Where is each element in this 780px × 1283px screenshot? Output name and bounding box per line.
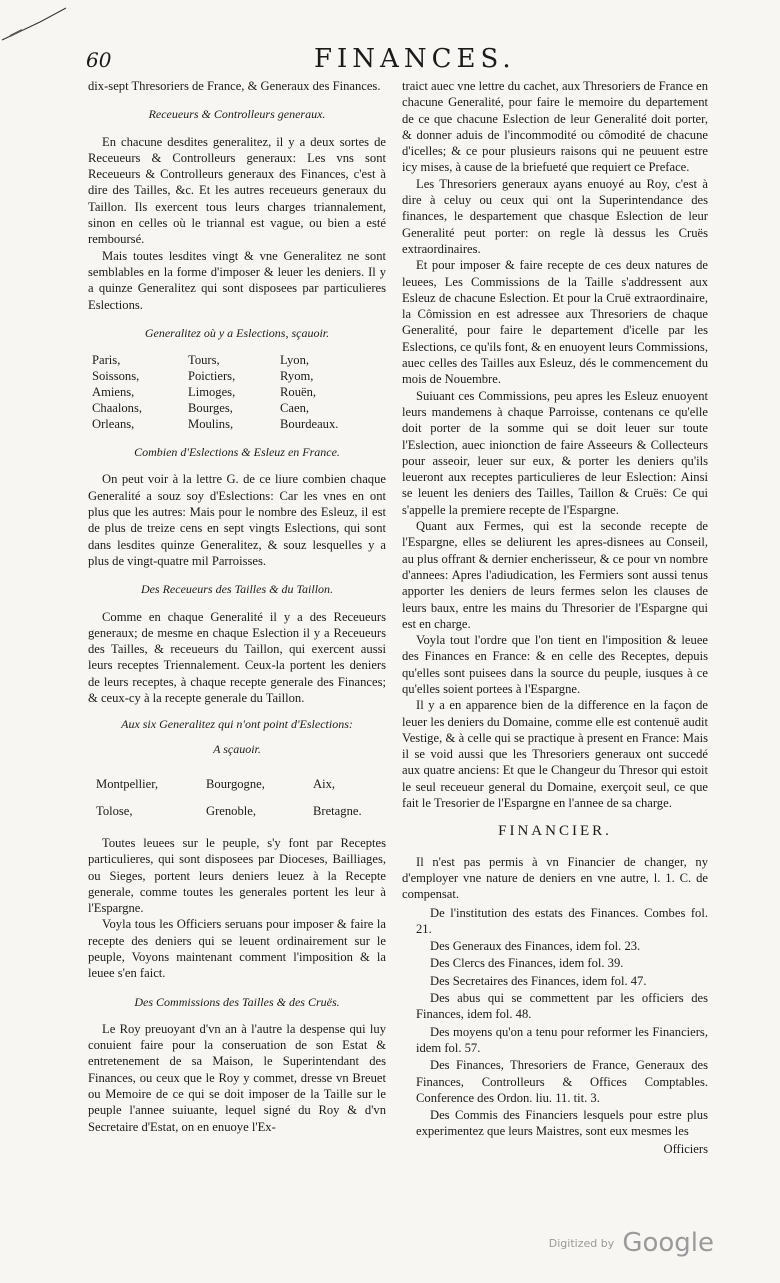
- digitization-watermark: [549, 1228, 714, 1258]
- city-name: Bretagne.: [313, 803, 362, 818]
- section-heading: Combien d'Eslections & Esleuz en France.: [134, 445, 340, 460]
- section-heading: Des Commissions des Tailles & des Cruës.: [134, 994, 340, 1009]
- catchword: Officiers: [663, 1141, 708, 1156]
- paragraph: dix-sept Thresoriers de France, & Generaux des Finances.: [88, 79, 381, 93]
- reference-entry: Des moyens qu'on a tenu pour reformer les Financiers, idem fol. 57.: [416, 1024, 708, 1055]
- reference-entry: Des Finances, Thresoriers de France, Generaux des Finances, Controlleurs & Offices Comptables. Conference des Ordon. liu. 11. tit. 3.: [416, 1058, 708, 1105]
- city-name: Bourges,: [188, 401, 233, 416]
- city-name: Poictiers,: [188, 369, 236, 384]
- watermark-logo: Google: [622, 1228, 714, 1258]
- reference-entry: Des Generaux des Finances, idem fol. 23.: [430, 939, 641, 954]
- section-heading: Des Receueurs des Tailles & du Taillon.: [140, 582, 334, 597]
- paragraph: traict auec vne lettre du cachet, aux Thresoriers de France en chacune Generalité, pour faire le memoire du departement de ce que chacune Eslection de leur Generalité doit porter, & donner aduis de l'incommodité ou cômodité de chacune d'icelles; & ce pour plusieurs raisons qui ne peuuent estre icy mises, à cause de la briefueté que requiert ce Preface.: [402, 79, 708, 175]
- paragraph: Quant aux Fermes, qui est la seconde recepte de l'Espargne, elles se deliurent les apres-disnees au Conseil, au plus offrant & dernier encherisseur, & ce pour vn nombre d'annees: Apres l'adiudication, les Fermiers sont aussi tenus apporter les deniers de leurs fermes selon les clauses de leurs baux, entre les mains du Thresorier de l'Espargne qui est en charge.: [402, 519, 708, 631]
- page-number: 60: [86, 48, 112, 72]
- paragraph: Il n'est pas permis à vn Financier de changer, ny d'employer vne nature de deniers en vne autre, l. 1. C. de compensat.: [402, 854, 708, 902]
- paragraph: En chacune desdites generalitez, il y a deux sortes de Receueurs & Controlleurs generaux: Les vns sont Receueurs & Controlleurs generaux des Finances, c'est à dire des Tailles, &c. Et les autres receueurs generaux du Taillon. Ils exercent tous leurs charges triannalement, sinon en celles où le triannal est vague, ou bien a esté remboursé.: [88, 134, 386, 247]
- section-title: FINANCIER.: [498, 823, 612, 840]
- city-name: Chaalons,: [92, 401, 143, 416]
- section-heading: Aux six Generalitez qui n'ont point d'Eslections:: [121, 717, 353, 732]
- city-name: Tolose,: [96, 803, 133, 818]
- city-list: [96, 771, 386, 825]
- city-name: Orleans,: [92, 417, 135, 432]
- paragraph: Et pour imposer & faire recepte de ces deux natures de leuees, Les Commissions de la Taille s'addressent aux Esleuz de chacune Eslection. Et pour la Cruë extraordinaire, la Cômission en est adressee aux Thresoriers de chaque Generalité, pour faire le departement d'icelle par les Eslections, ce qu'ils font, & en enuoyent leurs Commissions, auec celles des Tailles aux Esleuz, dés le commencement du mois de Nouembre.: [402, 258, 708, 387]
- paragraph: Les Thresoriers generaux ayans enuoyé au Roy, c'est à dire à celuy ou ceux qui ont la Superintendance des finances, le despartement que chasque Eslection de leur Generalité peut porter: on regle là dessus les Cruës extraordinaires.: [402, 176, 708, 256]
- city-name: Amiens,: [92, 385, 135, 400]
- reference-entry: De l'institution des estats des Finances. Combes fol. 21.: [416, 905, 708, 936]
- section-heading: Receueurs & Controlleurs generaux.: [148, 107, 326, 122]
- running-title: FINANCES.: [314, 44, 516, 74]
- paragraph: Le Roy preuoyant d'vn an à l'autre la despense qui luy conuient faire pour la conseruation de son Estat & entretenement de sa Maison, le Superintendant des Finances, ou ceux que le Roy y commet, dresse vn Breuet ou Memoire de ce qui se doit imposer de la Taille sur le peuple l'annee suiuante, lequel signé du Roy & d'vn Secretaire d'Estat, on en enuoye l'Ex-: [88, 1021, 386, 1134]
- city-name: Paris,: [92, 353, 121, 368]
- city-name: Lyon,: [280, 353, 310, 368]
- city-name: Aix,: [313, 776, 336, 791]
- reference-entry: Des Clercs des Finances, idem fol. 39.: [430, 956, 624, 971]
- paragraph: Il y a en apparence bien de la difference en la façon de leuer les deniers du Domaine, comme elle est contenuë audit Vestige, & à celle qui se practique à present en France: Mais il se void aussi que les Thresoriers generaux ont succedé aux quatre anciens: Et que le Changeur du Thresor qui estoit le seul receueur general du Domaine, exerçoit seul, ce que fait le Tresorier de l'Espargne en l'annee de sa charge.: [402, 698, 708, 811]
- city-name: Limoges,: [188, 385, 236, 400]
- section-heading: Generalitez où y a Eslections, sçauoir.: [144, 325, 330, 340]
- reference-entry: Des Secretaires des Finances, idem fol. 47.: [430, 973, 647, 988]
- right-column: [402, 78, 708, 1157]
- city-name: Tours,: [188, 353, 220, 368]
- scan-edge-mark: [0, 0, 70, 60]
- reference-list: [402, 905, 708, 1140]
- reference-entry: Des abus qui se commettent par les officiers des Finances, idem fol. 48.: [416, 991, 708, 1022]
- city-name: Caen,: [280, 401, 310, 416]
- paragraph: Suiuant ces Commissions, peu apres les Esleuz enuoyent leurs mandemens à chaque Parroisse, contenans ce qu'elle doit porter de la somme qui se doit leuer sur toute l'Eslection, auec inionction de faire Asseeurs & Collecteurs pour asseoir, leuer sur eux, & porter les deniers qu'ils leueront aux receptes particulieres de leur Eslection: Ainsi se leuent les deniers des Tailles, Taillon & Cruës: Ce qui s'appelle la premiere recepte de l'Espargne.: [402, 388, 708, 517]
- reference-entry: Des Commis des Financiers lesquels pour estre plus experimentez que leurs Maistres, sont eux mesmes les: [416, 1108, 708, 1139]
- section-subheading: A sçauoir.: [213, 741, 261, 756]
- paragraph: Mais toutes lesdites vingt & vne Generalitez ne sont semblables en la forme d'imposer & leuer les deniers. Il y a quinze Generalitez qui sont disposees par particulieres Eslections.: [88, 248, 386, 312]
- city-name: Rouën,: [280, 385, 317, 400]
- paragraph: Voyla tout l'ordre que l'on tient en l'imposition & leuee des Finances en France: & en celle des Receptes, depuis qu'elles sont puisees dans la source du peuple, iusques à ce qu'elles soient portees à l'Espargne.: [402, 633, 708, 696]
- city-list: [92, 352, 386, 432]
- paragraph: Toutes leuees sur le peuple, s'y font par Receptes particulieres, qui sont disposees par Dioceses, Bailliages, ou Sieges, portent leurs deniers leuez à la Recepte generale, comme toutes les generales portent les leur à l'Espargne.: [88, 835, 386, 916]
- paragraph: Comme en chaque Generalité il y a des Receueurs generaux; de mesme en chaque Eslection il y a Receueurs des Tailles, & receueurs du Taillon, qui exercent aussi leurs receptes Triennalement. Ceux-la portent les deniers de leurs receptes, à chaque recepte generale des Finances; & ceux-cy à la recepte generale du Taillon.: [88, 609, 386, 706]
- city-name: Soissons,: [92, 369, 140, 384]
- city-name: Montpellier,: [96, 776, 159, 791]
- watermark-prefix: Digitized by: [548, 1237, 615, 1250]
- city-name: Ryom,: [280, 369, 314, 384]
- paragraph: On peut voir à la lettre G. de ce liure combien chaque Generalité a souz soy d'Eslections: Car les vnes en ont plus que les autres: Mais pour le nombre des Esleuz, il est de plus de treize cens en sept vingts Eslections, qui sont dans lesdites quinze Generalitez, & souz lesquelles y a plus de vingt-quatre mil Parroisses.: [88, 472, 386, 568]
- paragraph: Voyla tous les Officiers seruans pour imposer & faire la recepte des deniers qui se leuent ordinairement sur le peuple, Voyons maintenant comment l'imposition & la leuee s'en faict.: [88, 917, 386, 981]
- left-column: [88, 78, 386, 1135]
- city-name: Bourdeaux.: [280, 417, 339, 432]
- city-name: Bourgogne,: [206, 776, 265, 791]
- city-name: Grenoble,: [206, 803, 257, 818]
- city-name: Moulins,: [188, 417, 234, 432]
